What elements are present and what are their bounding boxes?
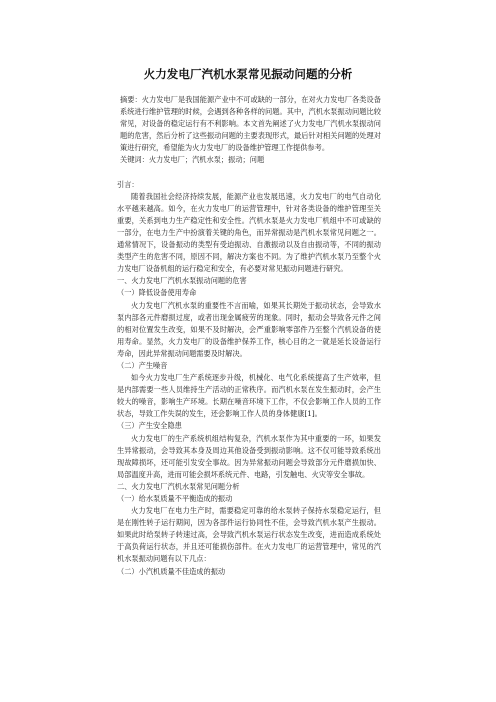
subsection-heading-2-2: （二）小汽机质量不佳造成的振动 <box>117 566 226 576</box>
spacer <box>117 167 381 179</box>
subsection-heading-2-1: （一）给水泵质量不平衡造成的振动 <box>117 494 233 503</box>
paragraph-2-1: 火力发电厂在电力生产时，需要稳定可靠的给水泵转子保持水泵稳定运行，但是在刚性转子运行期间，因为各部件运行协同性不佳，会导致汽机水泵产生振动。如果此时给泵转子转速过高，会导致汽机水泵运行状态发生改变，进而造成系统处于高负荷运行状态，并且还可能损伤部件。在火力发电厂的运营管理中，常见的汽机水泵振动问题有以下几点： <box>117 506 381 564</box>
subsection-heading-1-1: （一）降低设备使用寿命 <box>117 288 197 298</box>
subsection-heading-1-3: （三）产生安全隐患 <box>117 421 182 431</box>
paragraph-1-1: 火力发电厂汽机水泵的重要性不言而喻，如果其长期处于振动状态，会导致水泵内部各元件磨损过度，或者出现金属疲劳的现象。同时，振动会导致各元件之间的相对位置发生改变，如果不及时解决，会严重影响零部件乃至整个汽机设备的使用寿命。显然，火力发电厂的设备维护保养工作，核心目的之一就是延长设备运行寿命，因此异常振动问题需要及时解决。 <box>117 300 381 358</box>
document-body <box>117 94 381 578</box>
intro-paragraph: 随着我国社会经济持续发展，能源产业也发展迅速，火力发电厂的电气自动化水平越来越高。如今，在火力发电厂的运营管理中，针对各类设备的维护管理至关重要，关系到电力生产稳定性和安全性。汽机水泵是火力发电厂机组中不可或缺的一部分，在电力生产中扮演着关键的角色，而异常振动是汽机水泵常见问题之一。通常情况下，设备振动的类型有受迫振动、自激振动以及自由振动等，不同的振动类型产生的危害不同，原因不同，解决方案也不同。为了维护汽机水泵乃至整个火力发电厂设备机组的运行稳定和安全，有必要对常见振动问题进行研究。 <box>117 191 381 274</box>
keywords-line: 关键词：火力发电厂；汽机水泵；振动；问题 <box>120 155 265 165</box>
abstract-paragraph: 摘要：火力发电厂是我国能源产业中不可或缺的一部分，在对火力发电厂各类设备系统进行维护管理的时候，会遇到各种各样的问题。其中，汽机水泵振动问题比较常见，对设备的稳定运行有不利影响。本文首先阐述了火力发电厂汽机水泵振动问题的危害，然后分析了这些振动问题的主要表现形式，最后针对相关问题的处理对策进行研究，希望能为火力发电厂的设备维护管理工作提供参考。 <box>120 95 381 153</box>
section-heading-1: 一、火力发电厂汽机水泵振动问题的危害 <box>117 276 247 286</box>
paragraph-1-3: 火力发电厂的生产系统机组结构复杂，汽机水泵作为其中重要的一环，如果发生异常振动，会导致其本身及周边其他设备受到振动影响。这不仅可能导致系统出现故障损坏，还可能引发安全事故。因为异常振动问题会导致部分元件磨损加快、局部温度升高，进而可能会损坏系统元件、电路，引发触电、火灾等安全事故。 <box>117 433 381 479</box>
subsection-heading-1-2: （二）产生噪音 <box>117 360 168 370</box>
intro-label: 引言： <box>117 179 139 189</box>
paragraph-1-2: 如今火力发电厂生产系统逐步升级，机械化、电气化系统提高了生产效率，但是内部需要一些人员维持生产活动的正常秩序。而汽机水泵在发生振动时，会产生较大的噪音，影响生产环境。长期在噪音环境下工作，不仅会影响工作人员的工作状态，导致工作失误的发生，还会影响工作人员的身体健康[1]。 <box>117 373 381 419</box>
document-title: 火力发电厂汽机水泵常见振动问题的分析 <box>143 67 353 81</box>
section-heading-2: 二、火力发电厂汽机水泵常见问题分析 <box>117 481 240 491</box>
